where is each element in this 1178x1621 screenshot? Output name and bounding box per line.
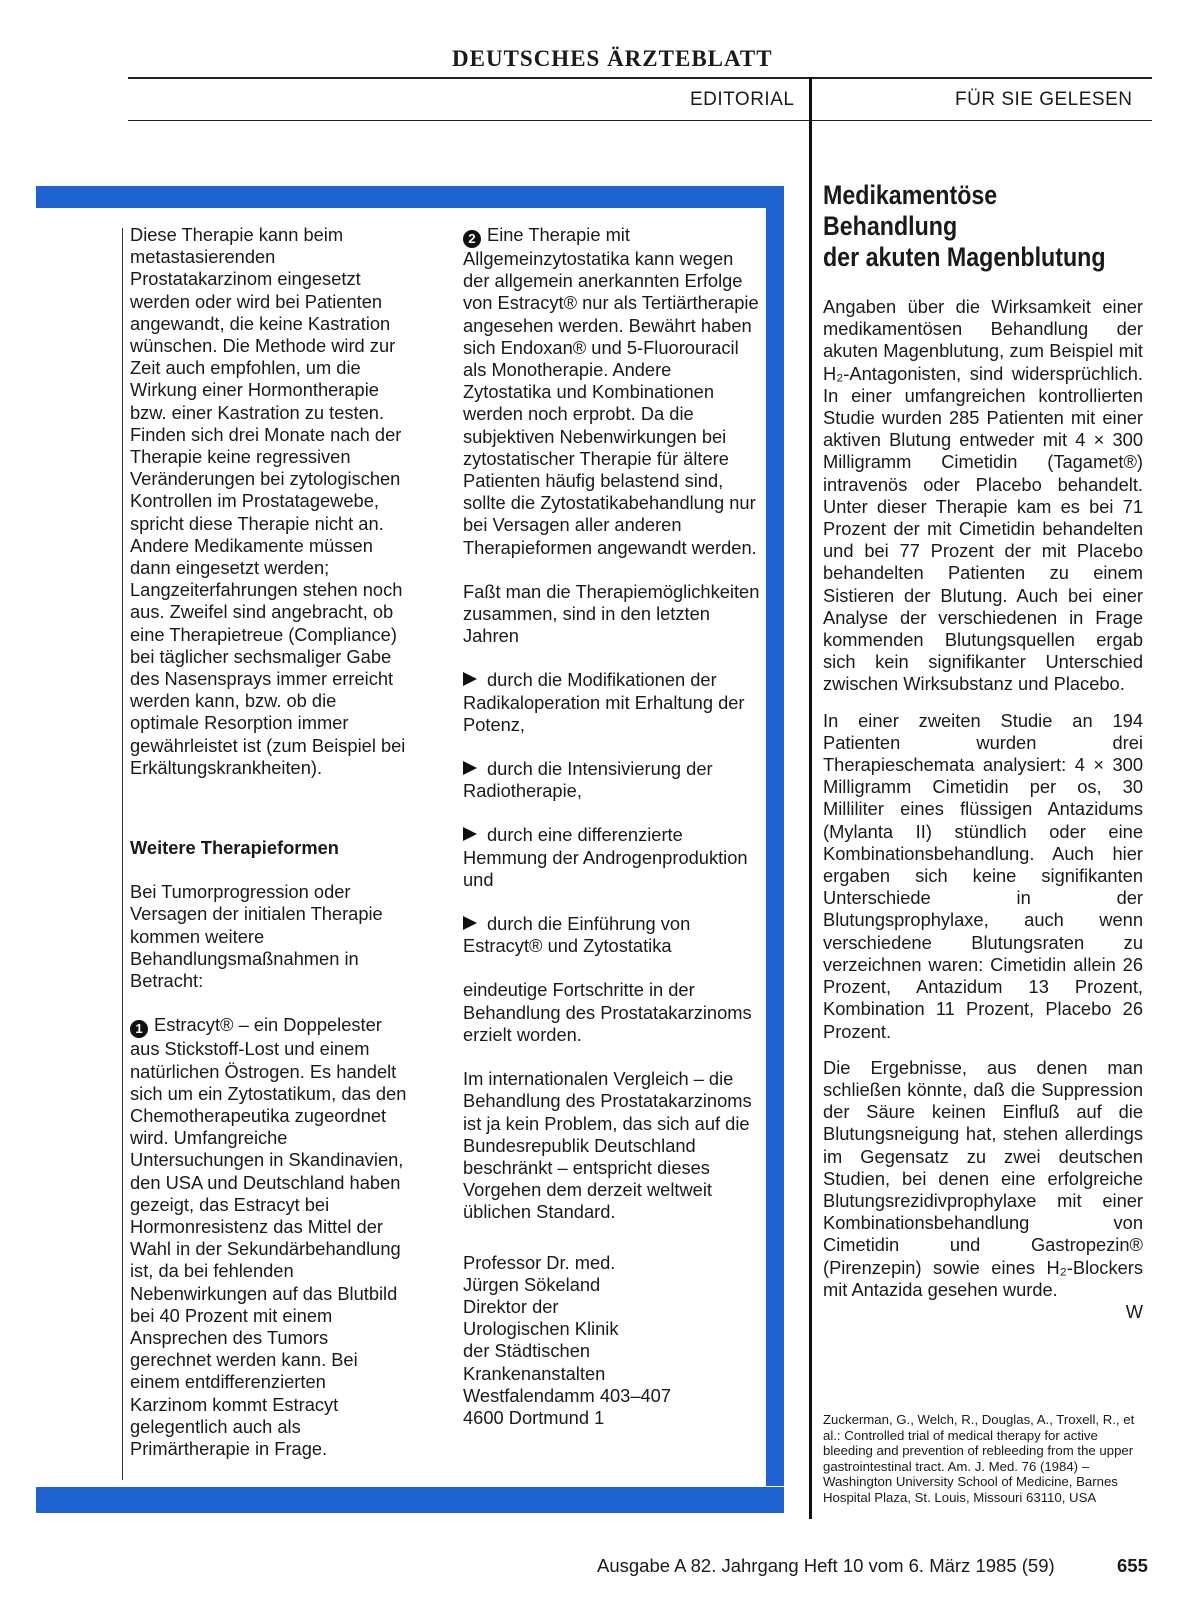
column-3: [823, 296, 1143, 1323]
author-line: der Städtischen: [463, 1340, 591, 1362]
section-fuer-sie-gelesen: FÜR SIE GELESEN: [955, 89, 1133, 110]
top-rule: [128, 77, 1152, 79]
paragraph: Die Ergebnisse, aus denen man schließen könnte, daß die Suppression der Säure keinen Einfluß auf die Blutungsneigung hat, stehen allerdings im Gegensatz zu zwei deutschen Studien, bei denen eine erfolgreiche Blutungsrezidivprophylaxe mit einer Kombinationsbehandlung von Cimetidin und Gastropezin® (Pirenzepin) sowie eines H₂-Blockers mit Antazida gesehen wurde.: [823, 1056, 1143, 1300]
blue-frame-top: [36, 186, 780, 208]
paragraph: Diese Therapie kann beim metastasierenden Prostatakarzinom eingesetzt werden oder wird bei Patienten angewandt, die keine Kastration wünschen. Die Methode wird zur Zeit auch empfohlen, um die Wirkung einer Hormontherapie bzw. einer Kastration zu testen. Finden sich drei Monate nach der Therapie keine regressiven Veränderungen bei zytologischen Kontrollen im Prostatagewebe, spricht diese Therapie nicht an. Andere Medikamente müssen dann eingesetzt werden; Langzeiterfahrungen stehen noch aus. Zweifel sind angebracht, ob eine Therapietreue (Compliance) bei täglicher sechsmaliger Gabe des Nasensprays immer erreicht werden kann, bzw. ob die optimale Resorption immer gewährleistet ist (zum Beispiel bei Erkältungskrankheiten).: [130, 224, 406, 778]
author-line: 4600 Dortmund 1: [463, 1406, 605, 1428]
column-1: [130, 224, 408, 1482]
paragraph: eindeutige Fortschritte in der Behandlung des Prostatakarzinoms erzielt worden.: [463, 979, 752, 1045]
author-line: Professor Dr. med.: [463, 1251, 616, 1273]
blue-frame-right: [766, 186, 784, 1486]
header-rule: [128, 120, 1152, 121]
column-divider: [809, 77, 812, 1519]
numbered-item-1: [130, 1014, 408, 1460]
item-text: Eine Therapie mit Allgemeinzytostatika kann wegen der allgemein anerkannten Erfolge von Estracyt® nur als Tertiärtherapie angesehen werden. Bewährt haben sich Endoxan® und 5-Fluorouracil als Monotherapie. Andere Zytostatika und Kombinationen werden noch erprobt. Da die subjektiven Nebenwirkungen bei zytostatischer Therapie für ältere Patienten häufig belastend sind, sollte die Zytostatikabehandlung nur bei Versagen aller anderen Therapieformen angewandt werden.: [463, 224, 759, 558]
bullet-item: [463, 669, 761, 736]
triangle-bullet-icon: [463, 916, 477, 930]
bullet-item: [463, 824, 761, 891]
headline-line: Behandlung: [823, 211, 958, 241]
bullet-item: [463, 758, 761, 802]
numbered-item-2: [463, 224, 761, 559]
triangle-bullet-icon: [463, 761, 477, 775]
section-editorial: EDITORIAL: [690, 89, 795, 110]
author-block: [463, 1252, 761, 1430]
author-initial: W: [1125, 1300, 1143, 1322]
headline-line: der akuten Magenblutung: [823, 242, 1106, 272]
author-line: Direktor der: [463, 1295, 559, 1317]
subheading: Weitere Therapieformen: [130, 837, 339, 859]
paragraph: In einer zweiten Studie an 194 Patienten wurden drei Therapieschemata analysiert: 4 × 300 Milligramm Cimetidin per os, 30 Milliliter eines flüssigen Antazidums (Mylanta II) stündlich oder eine Kombinationsbehandlung. Auch hier ergaben sich keine signifikanten Unterschiede in der Blutungsprophylaxe, auch wenn verschiedene Blutungsraten zu verzeichnen waren: Cimetidin allein 26 Prozent, Antazidum 13 Prozent, Kombination 11 Prozent, Placebo 26 Prozent.: [823, 709, 1143, 1042]
triangle-bullet-icon: [463, 672, 477, 686]
inner-left-rule: [122, 228, 123, 1480]
footer-edition: Ausgabe A 82. Jahrgang Heft 10 vom 6. März 1985 (59): [597, 1555, 1055, 1576]
reference: Zuckerman, G., Welch, R., Douglas, A., Troxell, R., et al.: Controlled trial of medical therapy for active bleeding and prevention of rebleeding from the upper gastrointestinal tract. Am. J. Med. 76 (1984) – Washington University School of Medicine, Barnes Hospital Plaza, St. Louis, Missouri 63110, USA: [823, 1412, 1135, 1505]
paragraph: Angaben über die Wirksamkeit einer medikamentösen Behandlung der akuten Magenblutung, zum Beispiel mit H₂-Antagonisten, sind widersprüchlich. In einer umfangreichen kontrollierten Studie wurden 285 Patienten mit einer aktiven Blutung entweder mit 4 × 300 Milligramm Cimetidin (Tagamet®) intravenös oder Placebo behandelt. Unter dieser Therapie kam es bei 71 Prozent der mit Cimetidin behandelten und bei 77 Prozent der mit Placebo behandelten Patienten zu einem Sistieren der Blutung. Auch bei einer Analyse der verschiedenen in Frage kommenden Blutungsquellen ergab sich kein signifikanter Unterschied zwischen Wirksubstanz und Placebo.: [823, 296, 1143, 695]
bullet-text: durch eine differenzierte Hemmung der Androgenproduktion und: [463, 824, 748, 890]
paragraph: Im internationalen Vergleich – die Behandlung des Prostatakarzinoms ist ja kein Problem, das sich auf die Bundesrepublik Deutschland beschränkt – entspricht dieses Vorgehen dem derzeit weltweit üblichen Standard.: [463, 1068, 752, 1223]
item-text: Estracyt® – ein Doppelester aus Stickstoff-Lost und einem natürlichen Östrogen. Es handelt sich um ein Zytostatikum, das den Chemotherapeutika zugeordnet wird. Umfangreiche Untersuchungen in Skandinavien, den USA und Deutschland haben gezeigt, das Estracyt bei Hormonresistenz das Mittel der Wahl in der Sekundärbehandlung ist, da bei fehlenden Nebenwirkungen auf das Blutbild bei 40 Prozent mit einem Ansprechen des Tumors gerechnet werden kann. Bei einem entdifferenzierten Karzinom kommt Estracyt gelegentlich auch als Primärtherapie in Frage.: [130, 1014, 407, 1459]
page-number: 655: [1117, 1555, 1148, 1576]
bullet-text: durch die Einführung von Estracyt® und Zytostatika: [463, 913, 691, 957]
author-line: Krankenanstalten: [463, 1362, 606, 1384]
author-line: Jürgen Sökeland: [463, 1273, 601, 1295]
headline-line: Medikamentöse: [823, 180, 998, 210]
blue-frame-bottom: [36, 1487, 784, 1513]
author-line: Westfalendamm 403–407: [463, 1384, 671, 1406]
number-badge-icon: 1: [130, 1020, 148, 1038]
bullet-item: [463, 913, 761, 957]
paragraph: Bei Tumorprogression oder Versagen der initialen Therapie kommen weitere Behandlungsmaßnahmen in Betracht:: [130, 881, 383, 992]
triangle-bullet-icon: [463, 827, 477, 841]
bullet-text: durch die Intensivierung der Radiotherapie,: [463, 758, 713, 802]
paragraph: Faßt man die Therapiemöglichkeiten zusammen, sind in den letzten Jahren: [463, 580, 760, 647]
masthead: DEUTSCHES ÄRZTEBLATT: [452, 46, 773, 71]
number-badge-icon: 2: [463, 230, 481, 248]
author-line: Urologischen Klinik: [463, 1318, 619, 1340]
bullet-text: durch die Modifikationen der Radikaloperation mit Erhaltung der Potenz,: [463, 669, 745, 735]
column-2: [463, 224, 761, 1429]
article-headline: [823, 180, 1107, 273]
